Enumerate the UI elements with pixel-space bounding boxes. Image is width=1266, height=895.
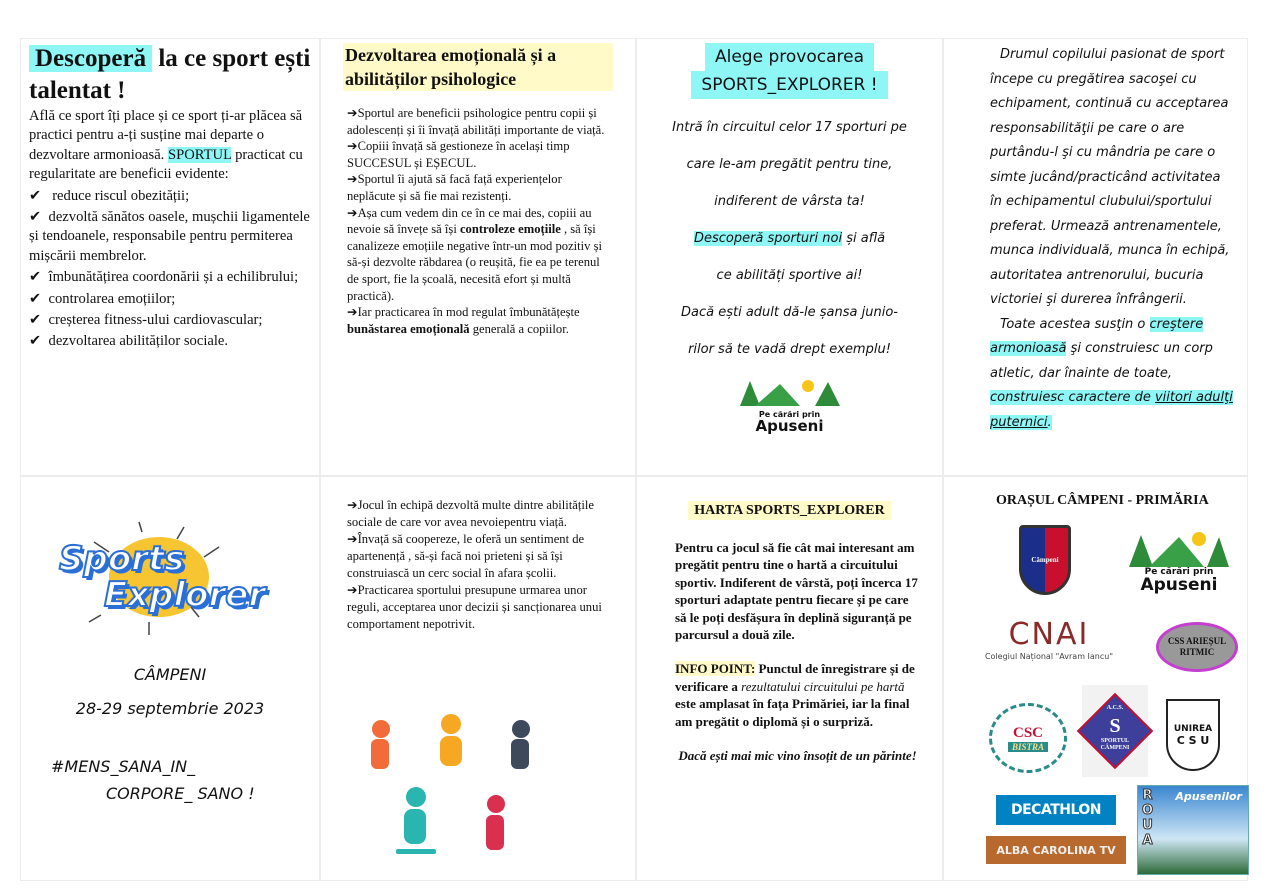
city: CÂMPENI: [133, 665, 207, 684]
emotional-list: [343, 105, 613, 337]
unirea-logo: UNIREA C S U: [1166, 699, 1220, 771]
benefits-list: [29, 187, 311, 352]
panel-emotional: [320, 38, 636, 476]
list-item: ➔Iar practicarea în mod regulat îmbunătățește bunăstarea emoțională generală a copiilor.: [347, 305, 580, 336]
list-item: ➔Jocul în echipă dezvoltă multe dintre abilitățile sociale de care vor avea nevoiepentru viață.: [347, 498, 594, 529]
arrow-icon: ➔: [347, 532, 358, 546]
panel-talent: [20, 38, 320, 476]
list-item: ➔Practicarea sportului presupune urmarea unor reguli, acceptarea unor decizii și sancționarea unui comportament nepotrivit.: [347, 583, 602, 631]
list-item: ➔Sportul are beneficii psihologice pentru copii și adolescenți și îi învață abilități importante de viață.: [347, 106, 605, 137]
apuseni-logo: Pe cărări prin Apuseni: [1124, 521, 1234, 599]
arrow-icon: ➔: [347, 205, 358, 220]
panel-partners: [943, 476, 1248, 881]
list-item: ✔ dezvoltă sănătos oasele, mușchii ligamentele și tendoanele, responsabile pentru permiterea mișcării membrelor.: [29, 209, 310, 264]
cnai-logo: CNAI Colegiul Național "Avram Iancu": [984, 617, 1114, 661]
panel-title: Dezvoltarea emoțională și a abilităților psihologice: [343, 43, 613, 91]
panel-map: HARTA SPORTS_EXPLORER Pentru ca jocul să fie cât mai interesant am pregătit pentru tine o hartă a circuitului sportiv. Indiferent de vârstă, poți încerca 17 sporturi adaptate pentru fiecare și pe care să le poți desfășura în deplină siguranță pe parcursul a două zile. INFO POINT: Punctul de înregistrare și de verificare a rezultatului circuitului pe hartă este amplasat în fața Primăriei, iar la final am pregătit o diplomă și o surpriză. Dacă ești mai mic vino însoțit de un părinte!: [636, 476, 943, 881]
panel-child-path: Drumul copilului pasionat de sport începe cu pregătirea sacoşei cu echipament, continuă cu acceptarea responsabilităţii pe care o are purtându-l şi cu mândria pe care o simte jucând/practicând activitatea în echipamentul clubului/sportului preferat. Urmează antrenamentele, munca individuală, munca în echipă, autoritatea antrenorului, bucuria victoriei şi durerea înfrângerii. Toate acestea susţin o creştere armonioasă şi construiesc un corp atletic, dar înainte de toate, construiesc caractere de viitori adulţi puternici.: [943, 38, 1248, 476]
apuseni-logo: Pe cărări prin Apuseni: [740, 376, 840, 433]
arrow-icon: ➔: [347, 583, 358, 597]
list-item: ✔ reduce riscul obezității;: [29, 187, 190, 204]
list-item: ✔ dezvoltarea abilităților sociale.: [29, 333, 229, 350]
panel-title: HARTA SPORTS_EXPLORER: [688, 501, 891, 520]
arrow-icon: ➔: [347, 498, 358, 512]
arrow-icon: ➔: [347, 172, 358, 187]
panel-title: Alege provocarea SPORTS_EXPLORER !: [637, 43, 942, 99]
panel-cover: [20, 476, 320, 881]
roua-apusenilor-logo: ROUA Apusenilor: [1137, 785, 1249, 875]
panel-title: ORAȘUL CÂMPENI - PRIMĂRIA: [996, 493, 1209, 508]
list-item: ✔ îmbunătățirea coordonării și a echilibrului;: [29, 269, 299, 286]
sports-explorer-logo: Sports Explorer: [49, 517, 269, 637]
check-icon: ✔: [29, 290, 42, 307]
acs-sportul-logo: S A.C.S. SPORTUL CÂMPENI: [1082, 685, 1148, 777]
list-item: ➔Învață să coopereze, le oferă un sentiment de apartenență , să-și facă noi prieteni și să își construiască un cerc social în afara școlii.: [347, 532, 585, 580]
arrow-icon: ➔: [347, 139, 358, 154]
school-logo: Câmpeni: [1019, 525, 1071, 595]
panel-challenge: Alege provocarea SPORTS_EXPLORER ! Intră în circuitul celor 17 sporturi pe care le-am pregătit pentru tine, indiferent de vârsta ta! Descoperă sporturi noi și află ce abilități sportive ai! Dacă ești adult dă-le șansa junio- rilor să te vadă drept exemplu! Pe cărări prin Apuseni: [636, 38, 943, 476]
css-ariesul-logo: CSS ARIEȘUL RITMIC: [1156, 622, 1238, 672]
hashtag-cont: CORPORE_ SANO !: [106, 784, 255, 803]
panel-social: [320, 476, 636, 881]
intro-text: Află ce sport îți place și ce sport ți-ar plăcea să practici pentru a-ți susține mai departe o dezvoltare armonioasă. SPORTUL practicat cu regularitate are beneficii evidente:: [29, 108, 303, 183]
hashtag: #MENS_SANA_IN_: [51, 757, 196, 776]
list-item: ➔Sportul îi ajută să facă față experiențelor neplăcute și să fie mai rezistenți.: [347, 172, 562, 203]
check-icon: ✔: [29, 333, 42, 350]
list-item: ➔Copiii învață să gestioneze în același timp SUCCESUL și EȘECUL.: [347, 139, 570, 170]
check-icon: ✔: [29, 187, 42, 204]
list-item: ➔Așa cum vedem din ce în ce mai des, copiii au nevoie să învețe să își controleze emoțiile , să își canalizeze emoțiile negative într-un mod pozitiv și să-și dezvolte răbdarea (o reușită, fie ea pe terenul de sport, fie la școală, necesită efort și multă practică).: [347, 205, 603, 303]
check-icon: ✔: [29, 312, 42, 329]
list-item: ✔ controlarea emoțiilor;: [29, 290, 176, 307]
check-icon: ✔: [29, 269, 42, 286]
kids-sports-illustration: [356, 709, 556, 869]
csc-bistra-logo: CSC BISTRA: [989, 703, 1067, 773]
alba-carolina-tv-logo: ALBA CAROLINA TV: [986, 836, 1126, 864]
event-dates: 28-29 septembrie 2023: [75, 699, 265, 718]
check-icon: ✔: [29, 209, 42, 226]
arrow-icon: ➔: [347, 106, 358, 120]
list-item: ✔ creșterea fitness-ului cardiovascular;: [29, 312, 263, 329]
arrow-icon: ➔: [347, 305, 358, 320]
panel-title: Descoperă la ce sport ești talentat !: [29, 45, 311, 104]
decathlon-logo: DECATHLON: [996, 795, 1116, 825]
